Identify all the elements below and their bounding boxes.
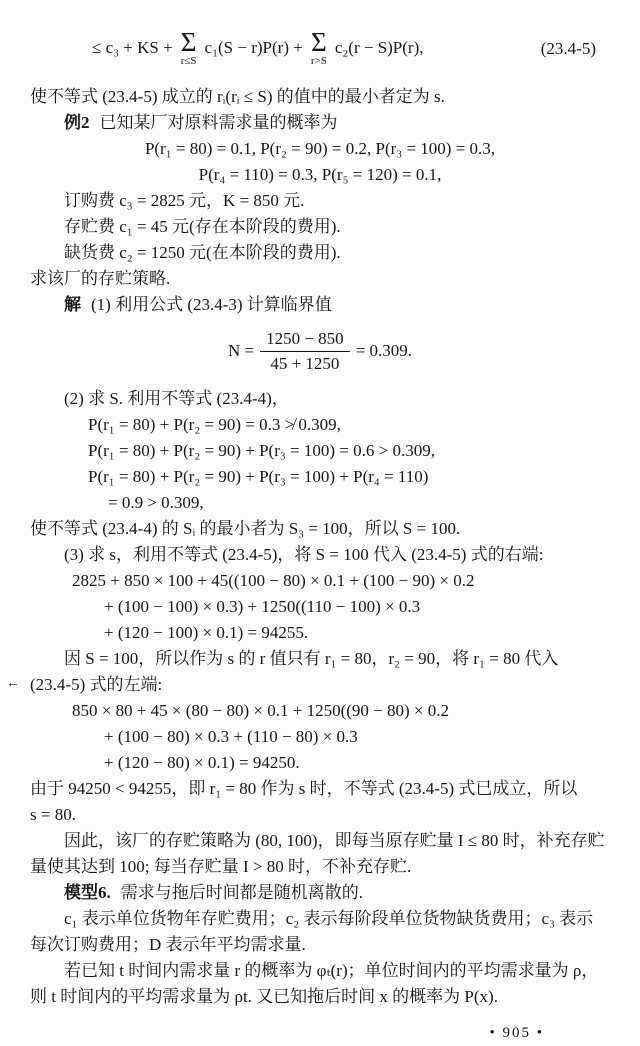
math-line: 850 × 80 + 45 × (80 − 80) × 0.1 + 1250((90 − 80) × 0.2	[72, 701, 450, 720]
text-line: (2) 求 S. 利用不等式 (23.4-4)，	[64, 389, 289, 408]
equation-number: (23.4-5)	[540, 39, 596, 58]
text-line: 每次订购费用；D 表示年平均需求量.	[30, 935, 306, 954]
solution-heading-line: 解 (1) 利用公式 (23.4-3) 计算临界值	[64, 295, 332, 314]
fraction	[260, 327, 350, 376]
summation-symbol	[181, 29, 197, 67]
fraction-denominator: 45 + 1250	[270, 353, 340, 373]
text-line-with-margin-mark: ← (23.4-5) 式的左端:	[6, 675, 163, 694]
sigma-icon: Σ	[310, 27, 327, 57]
math-line: + (100 − 80) × 0.3 + (110 − 80) × 0.3	[104, 727, 358, 746]
summation-symbol	[311, 29, 327, 67]
text-line: 缺货费 c₂ = 1250 元(在本阶段的费用).	[64, 243, 341, 262]
display-formula-critical-value	[30, 324, 610, 378]
text-line: 因 S = 100，所以作为 s 的 r 值只有 r₁ = 80，r₂ = 90，将 r₁ = 80 代入	[64, 649, 559, 668]
display-formula-23-4-5	[88, 22, 610, 74]
page-number: • 905 •	[489, 1025, 544, 1041]
math-line: P(r₁ = 80) + P(r₂ = 90) = 0.3 ≯ 0.309,	[88, 415, 341, 434]
formula-middle: c₁(S − r)P(r) +	[204, 38, 303, 57]
text-line: s = 80.	[30, 805, 76, 824]
handwritten-margin-arrow-icon: ←	[6, 676, 20, 691]
text-line: 求该厂的存贮策略.	[30, 269, 171, 288]
model-label: 模型6.	[64, 883, 111, 902]
math-line: 2825 + 850 × 100 + 45((100 − 80) × 0.1 + (100 − 90) × 0.2	[72, 571, 475, 590]
math-line: + (120 − 80) × 0.1) = 94250.	[104, 753, 300, 772]
model-heading-line: 模型6. 需求与拖后时间都是随机离散的.	[64, 883, 363, 902]
text-line: 订购费 c₃ = 2825 元，K = 850 元.	[64, 191, 305, 210]
text-line: 存贮费 c₁ = 45 元(存在本阶段的费用).	[64, 217, 341, 236]
math-line: P(r₄ = 110) = 0.3, P(r₅ = 120) = 0.1,	[198, 165, 442, 184]
math-line: P(r₁ = 80) + P(r₂ = 90) + P(r₃ = 100) + P(r₄ = 110)	[88, 467, 429, 486]
text-line: 因此，该厂的存贮策略为 (80, 100)，即每当原存贮量 I ≤ 80 时，补充存贮	[64, 831, 605, 850]
text-line: 使不等式 (23.4-5) 成立的 rᵢ(rᵢ ≤ S) 的值中的最小者定为 s.	[30, 87, 445, 106]
solution-label: 解	[64, 295, 81, 314]
math-line: + (120 − 100) × 0.1) = 94255.	[104, 623, 309, 642]
math-line: P(r₁ = 80) = 0.1, P(r₂ = 90) = 0.2, P(r₃ = 100) = 0.3,	[144, 139, 496, 158]
summation-lower-limit: r≤S	[180, 55, 197, 67]
text-line: 则 t 时间内的平均需求量为 ρt. 又已知拖后时间 x 的概率为 P(x).	[30, 987, 498, 1006]
example-heading-line: 例2 已知某厂对原料需求量的概率为	[64, 113, 338, 132]
text-line: 量使其达到 100; 每当存贮量 I > 80 时，不补充存贮.	[30, 857, 412, 876]
example-label: 例2	[64, 113, 90, 132]
text-line: c₁ 表示单位货物年存贮费用；c₂ 表示每阶段单位货物缺货费用；c₃ 表示	[64, 909, 594, 928]
text-line: (3) 求 s，利用不等式 (23.4-5)，将 S = 100 代入 (23.4-5) 式的右端:	[64, 545, 544, 564]
text-line: 使不等式 (23.4-4) 的 Sᵢ 的最小者为 S₃ = 100，所以 S = 100.	[30, 519, 461, 538]
text-line: 若已知 t 时间内需求量 r 的概率为 φₜ(r)；单位时间内的平均需求量为 ρ，	[64, 961, 599, 980]
formula-lhs: ≤ c₃ + KS +	[92, 38, 173, 57]
fraction-lead: N =	[227, 341, 255, 360]
text-line: 由于 94250 < 94255，即 r₁ = 80 作为 s 时，不等式 (23.4-5) 式已成立，所以	[30, 779, 578, 798]
math-line: P(r₁ = 80) + P(r₂ = 90) + P(r₃ = 100) = 0.6 > 0.309,	[88, 441, 435, 460]
math-line: = 0.9 > 0.309,	[108, 493, 204, 512]
fraction-result: = 0.309.	[355, 341, 413, 360]
math-line: + (100 − 100) × 0.3) + 1250((110 − 100) × 0.3	[104, 597, 421, 616]
summation-lower-limit: r>S	[310, 55, 327, 67]
fraction-numerator: 1250 − 850	[260, 327, 350, 352]
formula-tail: c₂(r − S)P(r),	[334, 38, 424, 57]
sigma-icon: Σ	[180, 27, 197, 57]
